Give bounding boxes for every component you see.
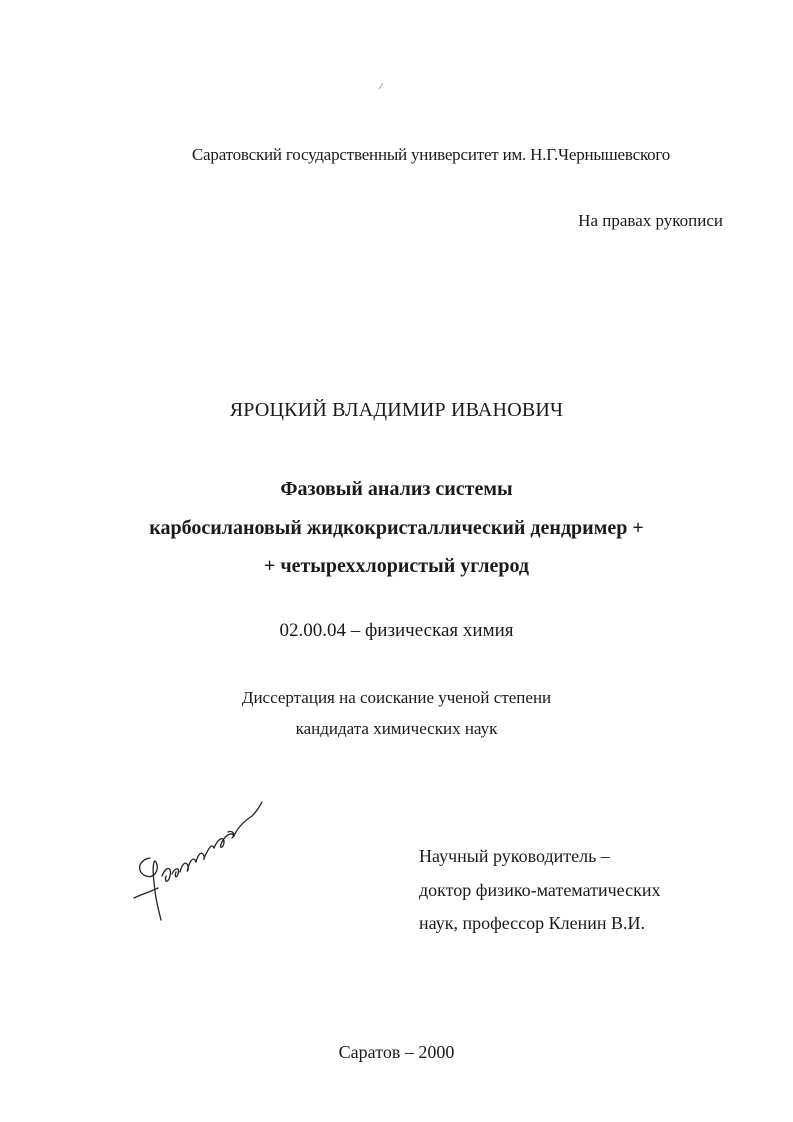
degree-line-1: Диссертация на соискание ученой степени — [241, 688, 552, 707]
thesis-title-line-2: карбосилановый жидкокристаллический дендример + — [149, 517, 644, 539]
specialty-code: 02.00.04 – физическая химия — [279, 620, 514, 641]
handwritten-signature — [128, 796, 268, 926]
supervisor-line-2: доктор физико-математических — [419, 880, 661, 900]
supervisor-line-1: Научный руководитель – — [419, 846, 610, 866]
thesis-title-line-1: Фазовый анализ системы — [280, 478, 513, 500]
scan-speck — [377, 82, 385, 90]
university-name: Саратовский государственный университет им. Н.Г.Чернышевского — [191, 145, 671, 164]
rights-notice: На правах рукописи — [578, 211, 723, 230]
degree-line-2: кандидата химических наук — [295, 719, 498, 738]
city-year: Саратов – 2000 — [338, 1042, 455, 1062]
author-name: ЯРОЦКИЙ ВЛАДИМИР ИВАНОВИЧ — [229, 399, 564, 421]
supervisor-line-3: наук, профессор Кленин В.И. — [419, 913, 646, 933]
thesis-title-line-3: + четыреххлористый углерод — [263, 555, 530, 577]
